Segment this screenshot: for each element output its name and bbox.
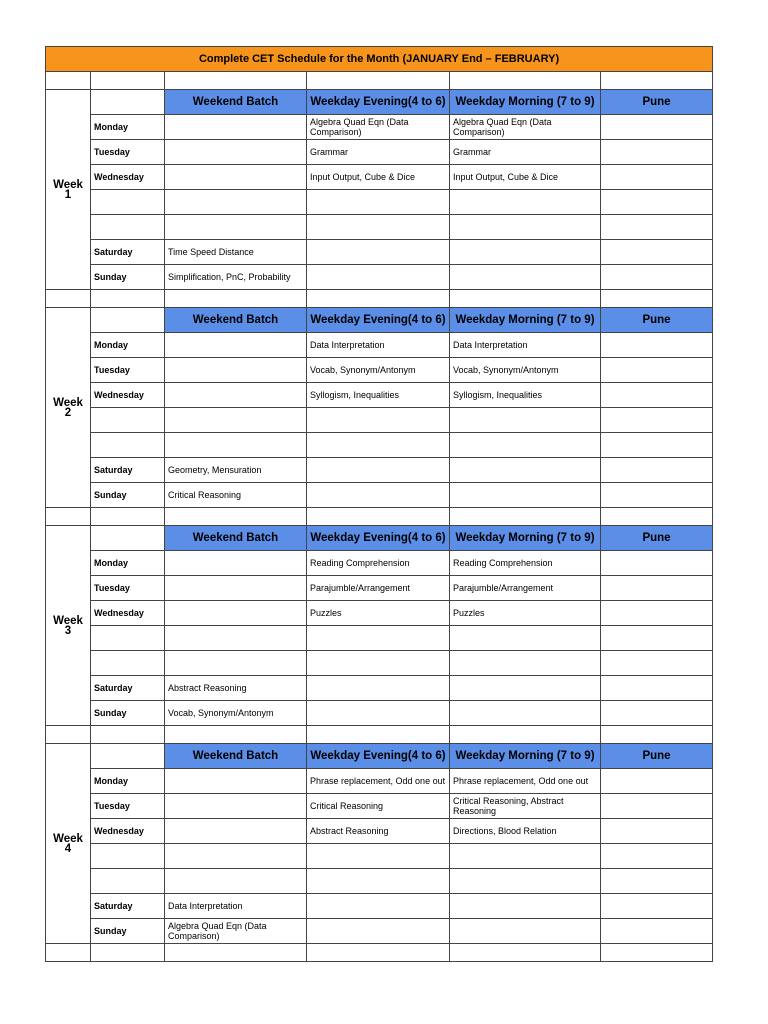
cell-weekday-morning: Reading Comprehension [450,551,601,576]
cell-weekday-evening [307,626,450,651]
cell-weekday-evening [307,651,450,676]
day-name [91,433,165,458]
empty-cell [450,944,601,962]
day-name: Sunday [91,265,165,290]
cell-weekday-evening: Parajumble/Arrangement [307,576,450,601]
cell-weekend-batch [165,190,307,215]
table-row [46,919,713,944]
cell-weekday-morning: Critical Reasoning, Abstract Reasoning [450,794,601,819]
column-header-weekend-batch: Weekend Batch [165,526,307,551]
table-row [46,190,713,215]
empty-cell [307,508,450,526]
day-name: Tuesday [91,794,165,819]
cell-pune [601,483,713,508]
cell-weekday-morning [450,190,601,215]
empty-cell [91,72,165,90]
empty-cell [165,944,307,962]
cell-weekday-morning [450,869,601,894]
table-row [46,215,713,240]
cell-weekend-batch: Vocab, Synonym/Antonym [165,701,307,726]
cell-pune [601,115,713,140]
table-row [46,551,713,576]
cell-weekday-morning: Syllogism, Inequalities [450,383,601,408]
empty-cell [601,72,713,90]
cell-weekday-evening [307,894,450,919]
table-row [46,458,713,483]
title-row [46,47,713,72]
empty-cell [91,944,165,962]
empty-cell [91,526,165,551]
cell-weekday-evening: Grammar [307,140,450,165]
table-row [46,240,713,265]
table-row [46,794,713,819]
cell-weekend-batch: Algebra Quad Eqn (Data Comparison) [165,919,307,944]
cell-weekday-evening [307,265,450,290]
day-name: Saturday [91,894,165,919]
week-label: Week 4 [46,744,91,944]
cell-weekday-morning [450,265,601,290]
cell-weekday-evening: Input Output, Cube & Dice [307,165,450,190]
spacer-row [46,944,713,962]
table-row [46,165,713,190]
cell-weekend-batch [165,408,307,433]
table-row [46,483,713,508]
cell-pune [601,265,713,290]
day-name: Wednesday [91,165,165,190]
table-row [46,626,713,651]
empty-cell [450,726,601,744]
empty-cell [165,726,307,744]
cell-weekday-evening [307,433,450,458]
table-row [46,894,713,919]
cell-weekday-evening: Critical Reasoning [307,794,450,819]
cell-weekday-morning [450,408,601,433]
empty-cell [165,290,307,308]
cell-pune [601,408,713,433]
spacer-row [46,290,713,308]
cell-weekend-batch [165,115,307,140]
day-name: Saturday [91,458,165,483]
day-name: Tuesday [91,576,165,601]
day-name [91,408,165,433]
cell-weekend-batch [165,165,307,190]
cell-pune [601,819,713,844]
day-name: Saturday [91,240,165,265]
day-name [91,215,165,240]
cell-weekday-morning [450,894,601,919]
table-row [46,819,713,844]
table-row [46,769,713,794]
cell-weekend-batch: Abstract Reasoning [165,676,307,701]
schedule-table [45,46,713,962]
cell-pune [601,601,713,626]
cell-weekday-evening [307,701,450,726]
schedule-sheet [45,46,712,962]
empty-cell [91,90,165,115]
cell-weekend-batch [165,383,307,408]
cell-weekend-batch [165,769,307,794]
empty-cell [46,944,91,962]
empty-cell [450,508,601,526]
day-name: Sunday [91,701,165,726]
cell-pune [601,215,713,240]
cell-weekday-morning [450,240,601,265]
table-row [46,408,713,433]
cell-weekday-evening [307,483,450,508]
empty-cell [46,508,91,526]
cell-weekday-evening [307,676,450,701]
cell-weekday-morning: Grammar [450,140,601,165]
column-header-weekday-evening: Weekday Evening(4 to 6) [307,90,450,115]
column-header-weekday-evening: Weekday Evening(4 to 6) [307,526,450,551]
cell-weekday-morning: Parajumble/Arrangement [450,576,601,601]
schedule-title: Complete CET Schedule for the Month (JANUARY End – FEBRUARY) [46,47,713,72]
cell-weekday-morning [450,651,601,676]
spacer-row [46,508,713,526]
cell-weekday-evening: Syllogism, Inequalities [307,383,450,408]
day-name: Monday [91,769,165,794]
cell-weekend-batch: Geometry, Mensuration [165,458,307,483]
cell-weekday-morning [450,458,601,483]
empty-cell [450,72,601,90]
day-name: Tuesday [91,140,165,165]
empty-cell [307,290,450,308]
cell-weekend-batch: Data Interpretation [165,894,307,919]
cell-weekday-evening: Algebra Quad Eqn (Data Comparison) [307,115,450,140]
day-name: Wednesday [91,819,165,844]
cell-pune [601,358,713,383]
cell-weekday-evening [307,919,450,944]
day-name [91,626,165,651]
cell-weekday-morning: Directions, Blood Relation [450,819,601,844]
week-label: Week 2 [46,308,91,508]
day-name [91,651,165,676]
table-row [46,701,713,726]
column-header-weekend-batch: Weekend Batch [165,90,307,115]
cell-weekend-batch [165,794,307,819]
cell-weekday-evening [307,458,450,483]
table-row [46,383,713,408]
day-name [91,190,165,215]
cell-pune [601,626,713,651]
day-name: Saturday [91,676,165,701]
column-header-weekend-batch: Weekend Batch [165,744,307,769]
cell-weekday-evening: Puzzles [307,601,450,626]
cell-pune [601,676,713,701]
cell-weekday-morning: Data Interpretation [450,333,601,358]
empty-cell [46,726,91,744]
week-header-row [46,526,713,551]
cell-pune [601,919,713,944]
day-name [91,869,165,894]
day-name: Sunday [91,919,165,944]
table-row [46,869,713,894]
cell-pune [601,433,713,458]
cell-weekday-morning [450,701,601,726]
spacer-row [46,726,713,744]
cell-pune [601,140,713,165]
empty-cell [601,508,713,526]
cell-weekday-evening [307,869,450,894]
column-header-weekday-morning: Weekday Morning (7 to 9) [450,526,601,551]
spacer-row [46,72,713,90]
cell-weekend-batch: Time Speed Distance [165,240,307,265]
cell-weekend-batch [165,626,307,651]
table-row [46,601,713,626]
cell-pune [601,383,713,408]
cell-pune [601,190,713,215]
cell-weekday-evening: Phrase replacement, Odd one out [307,769,450,794]
cell-weekend-batch [165,869,307,894]
cell-pune [601,894,713,919]
table-row [46,140,713,165]
cell-weekday-evening: Abstract Reasoning [307,819,450,844]
cell-weekday-morning: Phrase replacement, Odd one out [450,769,601,794]
cell-weekday-morning [450,215,601,240]
cell-pune [601,165,713,190]
empty-cell [91,290,165,308]
empty-cell [165,508,307,526]
empty-cell [601,290,713,308]
cell-weekend-batch [165,215,307,240]
cell-weekday-morning [450,626,601,651]
week-header-row [46,744,713,769]
cell-pune [601,794,713,819]
week-label: Week 1 [46,90,91,290]
cell-pune [601,844,713,869]
cell-pune [601,769,713,794]
day-name: Monday [91,333,165,358]
table-row [46,676,713,701]
column-header-weekday-evening: Weekday Evening(4 to 6) [307,308,450,333]
column-header-pune: Pune [601,526,713,551]
cell-weekday-morning: Vocab, Synonym/Antonym [450,358,601,383]
empty-cell [91,744,165,769]
table-row [46,844,713,869]
cell-weekday-evening: Data Interpretation [307,333,450,358]
empty-cell [307,944,450,962]
empty-cell [91,726,165,744]
cell-weekday-morning [450,844,601,869]
column-header-weekday-evening: Weekday Evening(4 to 6) [307,744,450,769]
table-row [46,576,713,601]
table-row [46,333,713,358]
day-name: Monday [91,115,165,140]
day-name: Wednesday [91,601,165,626]
cell-weekday-morning: Input Output, Cube & Dice [450,165,601,190]
empty-cell [307,72,450,90]
day-name: Sunday [91,483,165,508]
cell-weekend-batch [165,601,307,626]
cell-weekend-batch [165,333,307,358]
column-header-pune: Pune [601,90,713,115]
cell-pune [601,240,713,265]
cell-weekday-morning [450,919,601,944]
empty-cell [46,72,91,90]
empty-cell [165,72,307,90]
table-row [46,651,713,676]
cell-weekend-batch [165,358,307,383]
day-name: Tuesday [91,358,165,383]
cell-weekday-evening [307,190,450,215]
day-name: Monday [91,551,165,576]
week-header-row [46,90,713,115]
cell-weekend-batch [165,433,307,458]
column-header-weekday-morning: Weekday Morning (7 to 9) [450,308,601,333]
table-row [46,115,713,140]
cell-weekend-batch [165,576,307,601]
cell-pune [601,333,713,358]
cell-weekend-batch [165,140,307,165]
cell-weekday-morning [450,433,601,458]
cell-pune [601,869,713,894]
column-header-weekend-batch: Weekend Batch [165,308,307,333]
column-header-pune: Pune [601,308,713,333]
empty-cell [91,308,165,333]
cell-pune [601,701,713,726]
table-row [46,358,713,383]
empty-cell [450,290,601,308]
table-row [46,433,713,458]
cell-weekday-morning: Puzzles [450,601,601,626]
cell-weekday-morning: Algebra Quad Eqn (Data Comparison) [450,115,601,140]
cell-pune [601,576,713,601]
table-row [46,265,713,290]
cell-weekday-evening [307,408,450,433]
cell-weekend-batch [165,551,307,576]
cell-pune [601,651,713,676]
week-header-row [46,308,713,333]
cell-weekend-batch [165,844,307,869]
cell-weekday-evening: Vocab, Synonym/Antonym [307,358,450,383]
cell-weekday-morning [450,483,601,508]
cell-weekend-batch [165,651,307,676]
cell-weekday-evening [307,844,450,869]
column-header-pune: Pune [601,744,713,769]
cell-weekend-batch [165,819,307,844]
cell-weekend-batch: Critical Reasoning [165,483,307,508]
cell-weekday-evening [307,240,450,265]
day-name: Wednesday [91,383,165,408]
cell-weekday-evening [307,215,450,240]
cell-weekend-batch: Simplification, PnC, Probability [165,265,307,290]
cell-weekday-morning [450,676,601,701]
empty-cell [307,726,450,744]
day-name [91,844,165,869]
empty-cell [91,508,165,526]
cell-pune [601,458,713,483]
empty-cell [46,290,91,308]
empty-cell [601,944,713,962]
week-label: Week 3 [46,526,91,726]
column-header-weekday-morning: Weekday Morning (7 to 9) [450,744,601,769]
column-header-weekday-morning: Weekday Morning (7 to 9) [450,90,601,115]
cell-weekday-evening: Reading Comprehension [307,551,450,576]
empty-cell [601,726,713,744]
cell-pune [601,551,713,576]
